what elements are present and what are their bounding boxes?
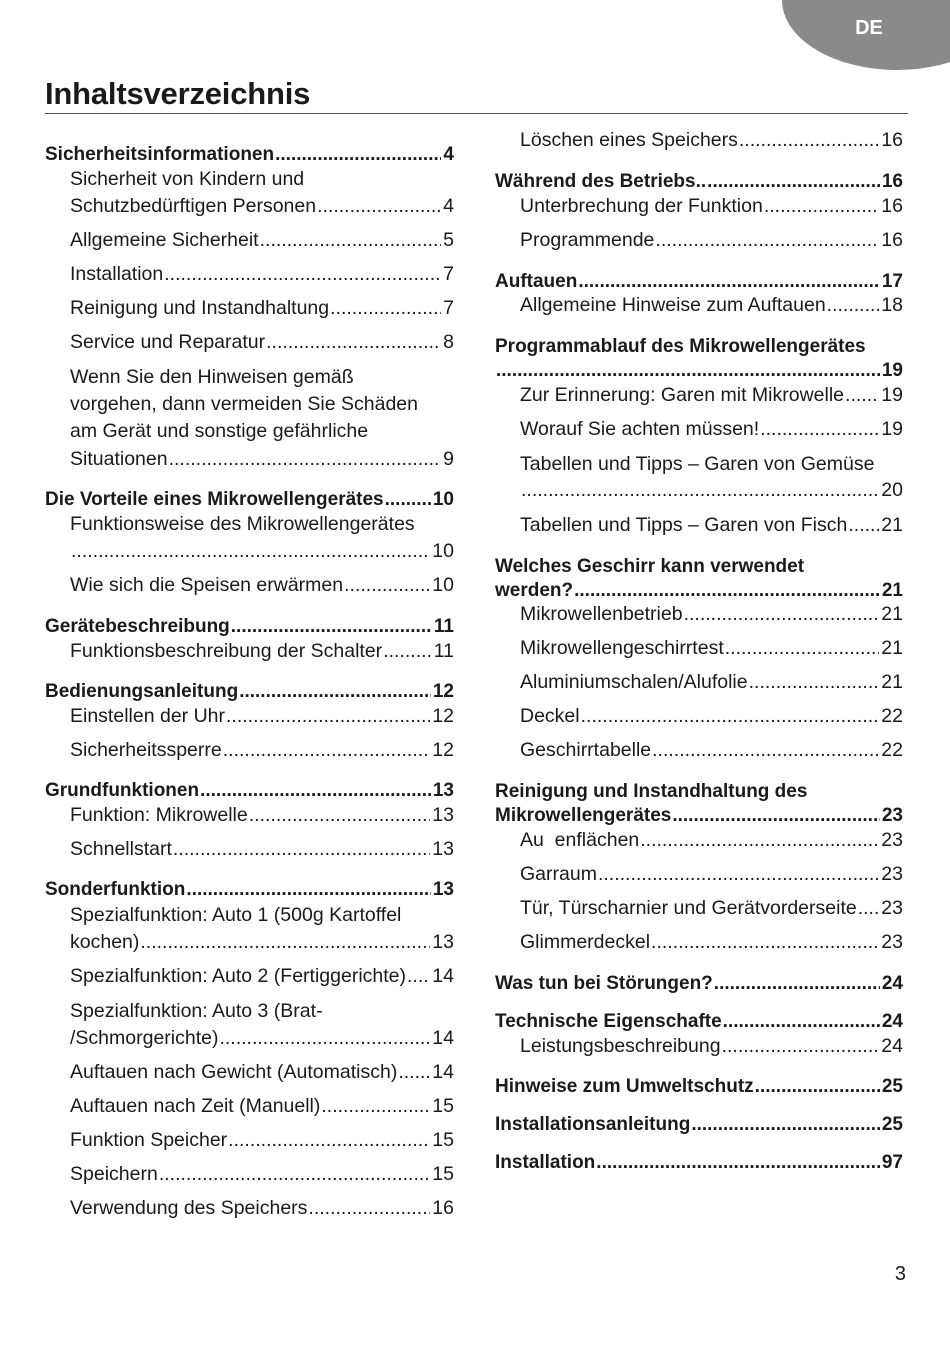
toc-entry[interactable]: Mikrowellengeschirrtest ..... 21: [520, 634, 903, 662]
toc-entry[interactable]: Programmende ..... 16: [520, 226, 903, 254]
title-divider: [45, 113, 908, 114]
language-label: DE: [855, 17, 883, 39]
toc-entry[interactable]: Reinigung und Instandhaltung ..... 7: [70, 294, 454, 322]
toc-entry-line: Spezialfunktion: Auto 1 (500g Kartoffel: [70, 904, 402, 926]
toc-entry-line: Sicherheit von Kindern und: [70, 168, 305, 190]
toc-entry[interactable]: Während des Betriebs.. ..... 16: [495, 168, 903, 196]
toc-entry[interactable]: Geschirrtabelle ..... 22: [520, 736, 903, 764]
toc-entry-line: Funktionsweise des Mikrowellengerätes: [70, 513, 415, 535]
toc-entry[interactable]: Funktion Speicher ..... 15: [70, 1126, 454, 1154]
toc-entry-line: Programmablauf des Mikrowellengerätes: [495, 336, 866, 357]
toc-entry[interactable]: kochen) ..... 13: [70, 928, 454, 956]
toc-entry[interactable]: Funktion: Mikrowelle ..... 13: [70, 801, 454, 829]
toc-entry[interactable]: Löschen eines Speichers ..... 16: [520, 126, 903, 154]
toc-entry[interactable]: Speichern ..... 15: [70, 1160, 454, 1188]
toc-entry[interactable]: Hinweise zum Umweltschutz ..... 25: [495, 1073, 903, 1101]
toc-entry[interactable]: Leistungsbeschreibung ..... 24: [520, 1032, 903, 1060]
toc-entry[interactable]: Die Vorteile eines Mikrowellengerätes ..... 10: [45, 486, 454, 514]
toc-entry[interactable]: ..... 10: [70, 537, 454, 565]
toc-entry[interactable]: Gerätebeschreibung ..... 11: [45, 613, 454, 641]
toc-entry[interactable]: Schnellstart ..... 13: [70, 835, 454, 863]
toc-entry[interactable]: Spezialfunktion: Auto 2 (Fertiggerichte) ..... 14: [70, 962, 454, 990]
page-title: Inhaltsverzeichnis: [45, 76, 311, 111]
toc-entry-line: am Gerät und sonstige gefährliche: [70, 420, 369, 442]
toc-entry[interactable]: Service und Reparatur ..... 8: [70, 328, 454, 356]
toc-entry[interactable]: Schutzbedürftigen Personen ..... 4: [70, 192, 454, 220]
toc-entry[interactable]: /Schmorgerichte) ..... 14: [70, 1024, 454, 1052]
toc-entry[interactable]: Auftauen nach Gewicht (Automatisch) ..... 14: [70, 1058, 454, 1086]
toc-entry[interactable]: Installation ..... 7: [70, 260, 454, 288]
toc-entry-line: Welches Geschirr kann verwendet: [495, 556, 805, 577]
toc-entry[interactable]: Mikrowellengerätes ..... 23: [495, 802, 903, 830]
toc-entry[interactable]: Tabellen und Tipps – Garen von Fisch ..... 21: [520, 511, 903, 539]
toc-entry[interactable]: Technische Eigenschafte ..... 24: [495, 1008, 903, 1036]
page-number: 3: [894, 1263, 906, 1285]
toc-entry[interactable]: Aluminiumschalen/Alufolie ..... 21: [520, 668, 903, 696]
toc-entry[interactable]: Sonderfunktion ..... 13: [45, 876, 454, 904]
toc-entry[interactable]: Situationen ..... 9: [70, 445, 454, 473]
toc-entry[interactable]: Au enflächen ..... 23: [520, 826, 903, 854]
toc-entry[interactable]: Wie sich die Speisen erwärmen ..... 10: [70, 571, 454, 599]
toc-entry-line: Wenn Sie den Hinweisen gemäß: [70, 366, 354, 388]
toc-entry[interactable]: Was tun bei Störungen? ..... 24: [495, 970, 903, 998]
toc-entry[interactable]: Deckel ..... 22: [520, 702, 903, 730]
toc-entry[interactable]: Auftauen nach Zeit (Manuell) ..... 15: [70, 1092, 454, 1120]
toc-entry[interactable]: ..... 20: [520, 476, 903, 504]
toc-entry[interactable]: Installationsanleitung ..... 25: [495, 1111, 903, 1139]
toc-entry[interactable]: Garraum ..... 23: [520, 860, 903, 888]
toc-entry[interactable]: werden? ..... 21: [495, 577, 903, 605]
toc-entry[interactable]: Verwendung des Speichers ..... 16: [70, 1194, 454, 1222]
toc-entry[interactable]: Mikrowellenbetrieb ..... 21: [520, 600, 903, 628]
toc-entry[interactable]: Grundfunktionen ..... 13: [45, 777, 454, 805]
toc-entry[interactable]: Glimmerdeckel ..... 23: [520, 928, 903, 956]
toc-entry[interactable]: Installation ..... 97: [495, 1149, 903, 1177]
toc-entry-line: Tabellen und Tipps – Garen von Gemüse: [520, 453, 875, 475]
toc-entry[interactable]: Funktionsbeschreibung der Schalter ..... 11: [70, 637, 454, 665]
toc-entry[interactable]: Allgemeine Hinweise zum Auftauen ..... 18: [520, 291, 903, 319]
toc-entry-line: Spezialfunktion: Auto 3 (Brat-: [70, 1000, 323, 1022]
toc-entry[interactable]: ..... 19: [495, 357, 903, 385]
toc-entry[interactable]: Allgemeine Sicherheit ..... 5: [70, 226, 454, 254]
toc-entry-line: Reinigung und Instandhaltung des: [495, 781, 808, 802]
toc-entry[interactable]: Auftauen ..... 17: [495, 268, 903, 296]
toc-entry[interactable]: Tür, Türscharnier und Gerätvorderseite ..... 23: [520, 894, 903, 922]
toc-entry[interactable]: Sicherheitsinformationen ..... 4: [45, 141, 454, 169]
toc-entry[interactable]: Unterbrechung der Funktion ..... 16: [520, 192, 903, 220]
toc-entry[interactable]: Einstellen der Uhr ..... 12: [70, 702, 454, 730]
toc-entry[interactable]: Sicherheitssperre ..... 12: [70, 736, 454, 764]
toc-entry-line: vorgehen, dann vermeiden Sie Schäden: [70, 393, 418, 415]
toc-entry[interactable]: Zur Erinnerung: Garen mit Mikrowelle ..... 19: [520, 381, 903, 409]
toc-entry[interactable]: Bedienungsanleitung ..... 12: [45, 678, 454, 706]
toc-entry[interactable]: Worauf Sie achten müssen! ..... 19: [520, 415, 903, 443]
